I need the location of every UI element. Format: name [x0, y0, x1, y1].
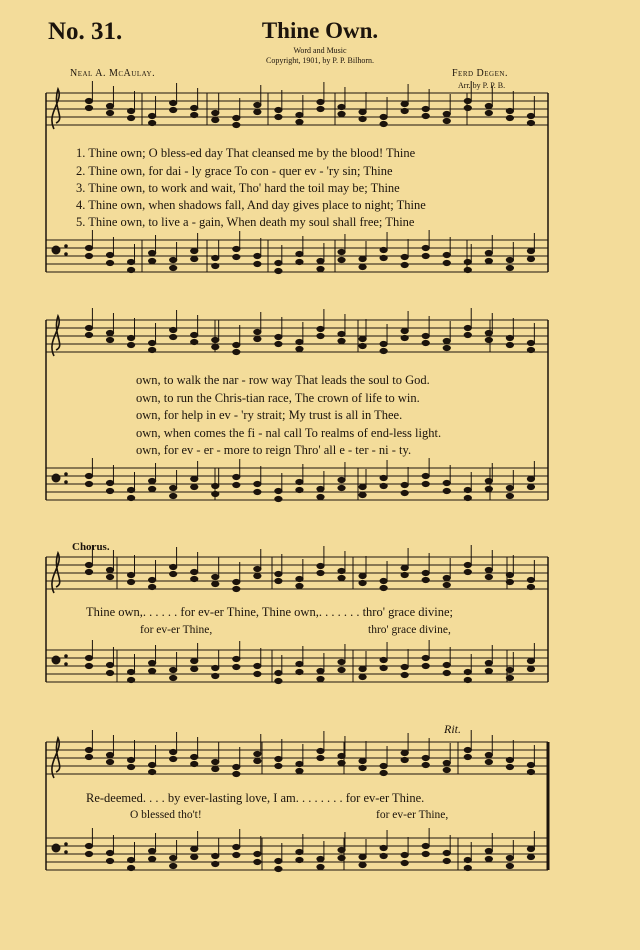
- chorus-echo-2: thro' grace divine,: [368, 624, 451, 636]
- arranger-name: Arr. by P. P. B.: [458, 81, 506, 90]
- verse-4-line-2: own, when comes the fi - nal call To realms of end-less light.: [136, 426, 442, 440]
- verse-5-line-1: 5. Thine own, to live a - gain, When death my soul shall free; Thine: [76, 215, 415, 229]
- chorus-echo-3: O blessed tho't!: [130, 809, 202, 821]
- composer-name: Ferd Degen.: [452, 68, 508, 79]
- chorus-line-1: Thine own,. . . . . . for ev-er Thine, Thine own,. . . . . . . thro' grace divine;: [86, 605, 453, 619]
- author-name: Neal A. McAulay.: [70, 68, 156, 79]
- chorus-label: Chorus.: [72, 541, 110, 553]
- verse-1-line-1: 1. Thine own; O bless-ed day That cleansed me by the blood! Thine: [76, 146, 416, 160]
- verse-2-line-1: 2. Thine own, for dai - ly grace To con - quer ev - 'ry sin; Thine: [76, 164, 393, 178]
- hymn-number: No. 31.: [48, 18, 123, 45]
- verse-3-line-1: 3. Thine own, to work and wait, Tho' hard the toil may be; Thine: [76, 181, 400, 195]
- ritardando-mark: Rit.: [444, 722, 461, 736]
- chorus-echo-1: for ev-er Thine,: [140, 624, 213, 636]
- verse-5-line-2: own, for ev - er - more to reign Thro' all e - ter - ni - ty.: [136, 443, 412, 457]
- copyright-line: Copyright, 1901, by P. P. Bilhorn.: [265, 56, 374, 65]
- chorus-echo-4: for ev-er Thine,: [376, 809, 449, 821]
- verse-4-line-1: 4. Thine own, when shadows fall, And day gives place to night; Thine: [76, 198, 426, 212]
- verse-1-line-2: own, to walk the nar - row way That leads the soul to God.: [136, 373, 430, 387]
- verse-3-line-2: own, for help in ev - 'ry strait; My trust is all in Thee.: [136, 408, 403, 422]
- chorus-line-2: Re-deemed. . . . by ever-lasting love, I am. . . . . . . . for ev-er Thine.: [86, 791, 425, 805]
- verse-2-line-2: own, to run the Chris-tian race, The crown of life to win.: [136, 391, 420, 405]
- hymn-title: Thine Own.: [261, 18, 379, 43]
- credit-word-music: Word and Music: [293, 46, 347, 55]
